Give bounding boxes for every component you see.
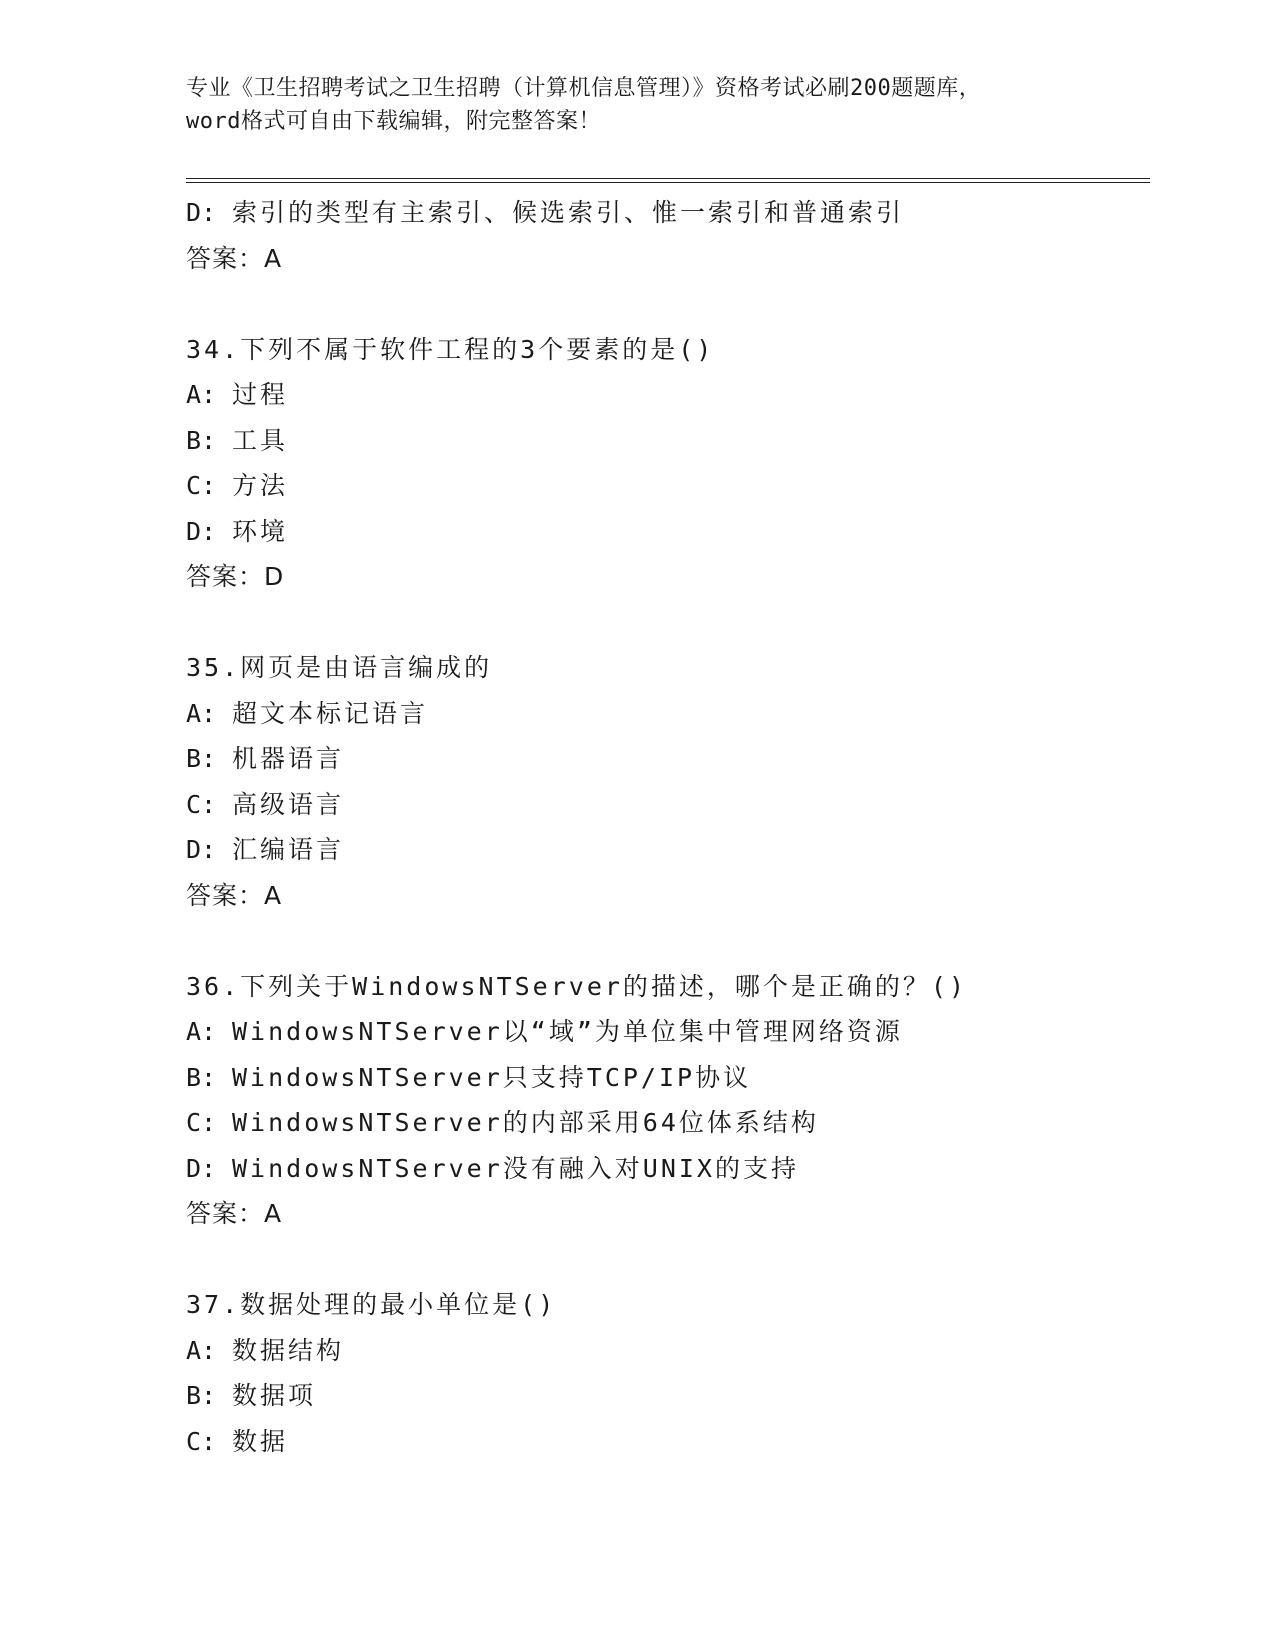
option-text: 过程 [232, 380, 289, 409]
option-letter: D: [186, 516, 217, 546]
option-text: 数据 [232, 1426, 289, 1456]
prev-answer: 答案：A [186, 243, 283, 273]
spacer [186, 281, 1146, 327]
question-35-option-c [186, 782, 1146, 828]
question-34-option-c [186, 463, 1146, 509]
option-letter: A: [186, 380, 217, 409]
question-34-answer: 答案：D [186, 562, 285, 591]
option-letter: A: [186, 698, 217, 728]
question-37-option-c [186, 1419, 1146, 1465]
question-37-option-a [186, 1328, 1146, 1374]
option-text: WindowsNTServer没有融入对UNIX的支持 [232, 1153, 799, 1183]
prev-option-d [186, 190, 1146, 236]
option-text: 数据项 [232, 1381, 317, 1410]
option-text: 数据结构 [232, 1335, 345, 1365]
document-header [186, 72, 1146, 138]
question-35-stem: 35.网页是由语言编成的 [186, 653, 493, 682]
spacer [186, 918, 1146, 964]
option-letter: A: [186, 1335, 217, 1365]
question-35-option-d [186, 827, 1146, 873]
spacer [186, 1237, 1146, 1283]
header-divider-top [186, 178, 1150, 179]
question-36-option-b [186, 1055, 1146, 1101]
option-letter: B: [186, 1381, 217, 1410]
question-36-option-a [186, 1009, 1146, 1055]
option-text: 索引的类型有主索引、候选索引、惟一索引和普通索引 [232, 198, 905, 227]
header-title-line-2: word格式可自由下载编辑，附完整答案！ [186, 109, 601, 134]
option-text: WindowsNTServer只支持TCP/IP协议 [232, 1062, 752, 1092]
option-letter: B: [186, 425, 217, 455]
option-letter: D: [186, 1153, 217, 1183]
question-36-answer: 答案：A [186, 1199, 283, 1228]
question-35-option-a [186, 691, 1146, 737]
header-title-line-1: 专业《卫生招聘考试之卫生招聘（计算机信息管理）》资格考试必刷200题题库， [186, 76, 982, 101]
option-text: 汇编语言 [232, 835, 345, 864]
header-divider-bottom [186, 182, 1150, 183]
option-letter: C: [186, 1426, 217, 1456]
option-text: 环境 [232, 516, 289, 546]
question-37-option-b [186, 1373, 1146, 1419]
option-text: WindowsNTServer的内部采用64位体系结构 [232, 1108, 819, 1137]
question-34-stem: 34.下列不属于软件工程的3个要素的是() [186, 334, 715, 364]
option-text: WindowsNTServer以“域”为单位集中管理网络资源 [232, 1017, 903, 1046]
question-34-option-b [186, 418, 1146, 464]
question-34-option-d [186, 509, 1146, 555]
option-letter: A: [186, 1017, 217, 1046]
question-37-stem: 37.数据处理的最小单位是() [186, 1290, 557, 1319]
question-35-option-b [186, 736, 1146, 782]
question-36-option-c [186, 1100, 1146, 1146]
option-letter: C: [186, 1108, 217, 1137]
option-text: 机器语言 [232, 744, 345, 773]
option-text: 方法 [232, 471, 289, 500]
question-35-answer: 答案：A [186, 880, 283, 910]
option-text: 高级语言 [232, 789, 345, 819]
option-letter: C: [186, 471, 217, 500]
option-letter: C: [186, 789, 217, 819]
option-letter: D: [186, 835, 217, 864]
option-letter: B: [186, 744, 217, 773]
question-36-stem: 36.下列关于WindowsNTServer的描述，哪个是正确的？() [186, 971, 968, 1001]
question-36-option-d [186, 1146, 1146, 1192]
question-34-option-a [186, 372, 1146, 418]
question-list [186, 190, 1146, 1464]
spacer [186, 600, 1146, 646]
option-text: 超文本标记语言 [232, 698, 429, 728]
option-letter: D: [186, 198, 217, 227]
option-letter: B: [186, 1062, 217, 1092]
option-text: 工具 [232, 425, 289, 455]
